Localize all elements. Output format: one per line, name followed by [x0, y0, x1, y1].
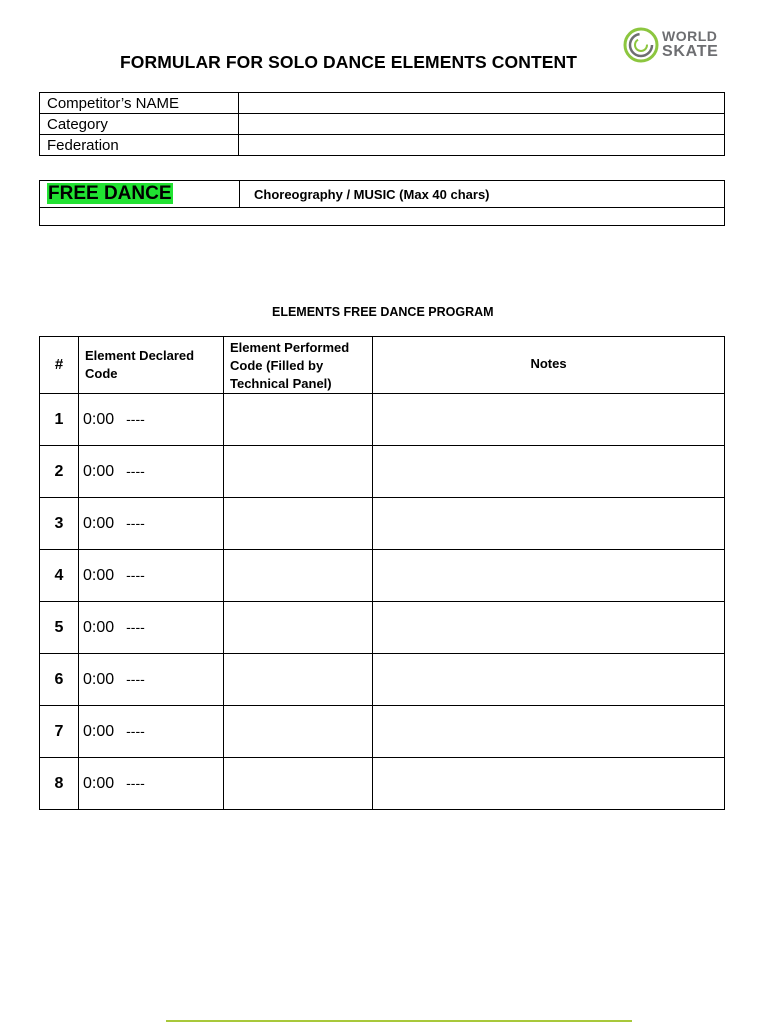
row-number: 3 — [40, 498, 79, 550]
elements-table — [39, 336, 725, 810]
page-title: FORMULAR FOR SOLO DANCE ELEMENTS CONTENT — [120, 52, 578, 72]
info-row-name — [40, 93, 725, 114]
element-code: ---- — [126, 462, 145, 479]
info-label: Category — [40, 114, 239, 135]
element-code: ---- — [126, 774, 145, 791]
element-time: 0:00 — [83, 566, 115, 584]
row-number: 8 — [40, 758, 79, 810]
category-field[interactable] — [239, 114, 725, 135]
info-row-federation — [40, 135, 725, 156]
declared-code-field[interactable] — [79, 758, 224, 810]
logo-line-1: WORLD — [662, 28, 718, 44]
performed-code-field[interactable] — [224, 498, 373, 550]
declared-code-field[interactable] — [79, 654, 224, 706]
free-dance-label: FREE DANCE — [48, 183, 172, 204]
element-time: 0:00 — [83, 514, 115, 532]
competitor-name-field[interactable] — [239, 93, 725, 114]
performed-code-field[interactable] — [224, 602, 373, 654]
element-code: ---- — [126, 722, 145, 739]
notes-field[interactable] — [373, 654, 725, 706]
world-skate-logo — [622, 26, 730, 66]
row-number: 7 — [40, 706, 79, 758]
row-number: 4 — [40, 550, 79, 602]
performed-code-field[interactable] — [224, 394, 373, 446]
competitor-info-table — [39, 92, 725, 156]
notes-field[interactable] — [373, 498, 725, 550]
performed-code-field[interactable] — [224, 706, 373, 758]
row-number: 2 — [40, 446, 79, 498]
performed-code-field[interactable] — [224, 446, 373, 498]
notes-field[interactable] — [373, 446, 725, 498]
element-time: 0:00 — [83, 462, 115, 480]
notes-field[interactable] — [373, 550, 725, 602]
performed-code-field[interactable] — [224, 550, 373, 602]
notes-field[interactable] — [373, 394, 725, 446]
choreography-music-field[interactable] — [40, 208, 725, 226]
declared-code-field[interactable] — [79, 706, 224, 758]
free-dance-table — [39, 180, 725, 226]
column-header-number: # — [40, 337, 79, 394]
element-code: ---- — [126, 410, 145, 427]
notes-field[interactable] — [373, 706, 725, 758]
choreography-label: Choreography / MUSIC (Max 40 chars) — [240, 181, 725, 208]
declared-code-field[interactable] — [79, 446, 224, 498]
free-dance-cell — [40, 181, 240, 208]
info-label: Competitor’s NAME — [40, 93, 239, 114]
federation-field[interactable] — [239, 135, 725, 156]
element-time: 0:00 — [83, 722, 115, 740]
table-row — [40, 602, 725, 654]
table-row — [40, 758, 725, 810]
table-row — [40, 498, 725, 550]
element-code: ---- — [126, 514, 145, 531]
table-row — [40, 446, 725, 498]
performed-code-field[interactable] — [224, 758, 373, 810]
notes-field[interactable] — [373, 602, 725, 654]
section-title: ELEMENTS FREE DANCE PROGRAM — [272, 305, 494, 319]
swirl-logo-icon — [622, 26, 660, 64]
element-time: 0:00 — [83, 618, 115, 636]
element-time: 0:00 — [83, 410, 115, 428]
declared-code-field[interactable] — [79, 550, 224, 602]
info-row-category — [40, 114, 725, 135]
declared-code-field[interactable] — [79, 602, 224, 654]
element-time: 0:00 — [83, 670, 115, 688]
footer-divider — [166, 1020, 632, 1022]
table-header-row — [40, 337, 725, 394]
performed-code-field[interactable] — [224, 654, 373, 706]
row-number: 5 — [40, 602, 79, 654]
logo-line-2: SKATE — [662, 43, 719, 60]
element-time: 0:00 — [83, 774, 115, 792]
element-code: ---- — [126, 618, 145, 635]
table-row — [40, 394, 725, 446]
table-row — [40, 550, 725, 602]
declared-code-field[interactable] — [79, 498, 224, 550]
column-header-declared-code: Element Declared Code — [79, 337, 224, 394]
table-row — [40, 706, 725, 758]
notes-field[interactable] — [373, 758, 725, 810]
info-label: Federation — [40, 135, 239, 156]
row-number: 1 — [40, 394, 79, 446]
declared-code-field[interactable] — [79, 394, 224, 446]
table-row — [40, 654, 725, 706]
row-number: 6 — [40, 654, 79, 706]
element-code: ---- — [126, 566, 145, 583]
column-header-performed-code: Element Performed Code (Filled by Technical Panel) — [224, 337, 373, 394]
column-header-notes: Notes — [373, 337, 725, 394]
element-code: ---- — [126, 670, 145, 687]
